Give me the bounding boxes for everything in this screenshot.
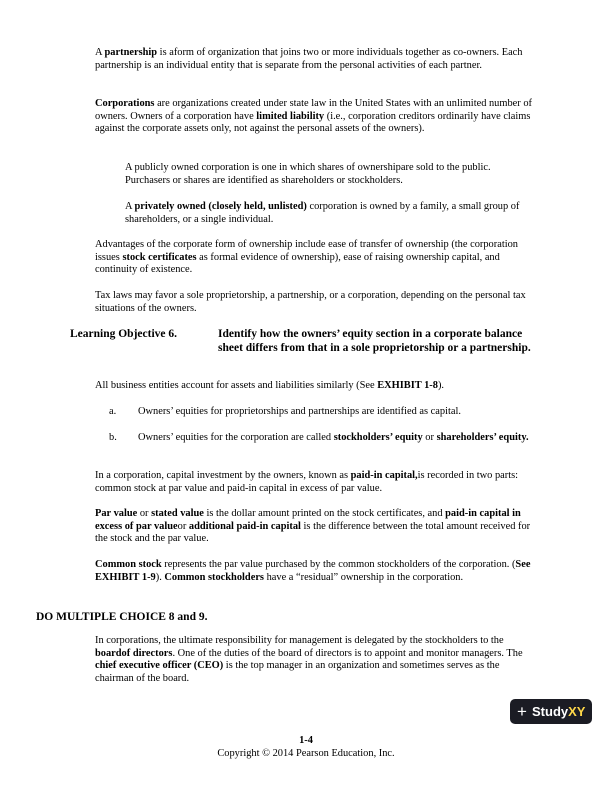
learning-objective-text: Identify how the owners’ equity section in a corporate balance sheet differs from that in a sole proprietorship or a partnership. [218,328,531,354]
paid-in-capital-paragraph: In a corporation, capital investment by the owners, known as paid-in capital,is recorded in two parts: common stock at par value and paid-in capital in excess of par value. [95,470,519,494]
copyright-notice: Copyright © 2014 Pearson Education, Inc. [217,748,395,759]
brand-xy-text: XY [568,704,586,719]
list-item-marker: b. [109,432,117,443]
par-value-paragraph: Par value or stated value is the dollar amount printed on the stock certificates, and paid-in capital in excess of par valueor additional paid-in capital is the difference between the total amount received for the stock and the par value. [95,508,531,545]
do-multiple-choice-heading: DO MULTIPLE CHOICE 8 and 9. [36,611,208,623]
learning-objective-label: Learning Objective 6. [70,328,177,340]
advantages-paragraph: Advantages of the corporate form of ownership include ease of transfer of ownership (the corporation issues stock certificates as formal evidence of ownership), ease of raising ownership capital, and continuity of existence. [95,239,518,276]
list-item-marker: a. [109,406,117,417]
tax-laws-paragraph: Tax laws may favor a sole proprietorship, a partnership, or a corporation, depending on the personal tax situations of the owners. [95,290,526,314]
page-number: 1-4 [299,735,313,746]
brand-study-text: Study [532,704,569,719]
studyxy-logo[interactable] [510,699,592,724]
privately-owned-paragraph: A privately owned (closely held, unlisted) corporation is owned by a family, a small group of shareholders, or a single individual. [125,201,520,225]
common-stock-paragraph: Common stock represents the par value purchased by the common stockholders of the corporation. (See EXHIBIT 1-9). Common stockholders have a “residual” ownership in the corporation. [95,559,531,583]
list-item: Owners’ equities for the corporation are called stockholders’ equity or shareholders’ equity. [138,432,529,443]
board-of-directors-paragraph: In corporations, the ultimate responsibility for management is delegated by the stockholders to the boardof directors. One of the duties of the board of directors is to appoint and monitor managers. The chief executive officer (CEO) is the top manager in an organization and sometimes serves as the chairman of the board. [95,635,523,684]
all-entities-paragraph: All business entities account for assets and liabilities similarly (See EXHIBIT 1-8). [95,380,445,391]
list-item: Owners’ equities for proprietorships and partnerships are identified as capital. [138,406,461,417]
corporations-paragraph: Corporations are organizations created under state law in the United States with an unlimited number of owners. Owners of a corporation have limited liability (i.e., corporation creditors ordinarily have claims against the corporate assets only, not against the personal assets of the owners). [95,98,532,135]
partnership-paragraph: A partnership is aform of organization that joins two or more individuals together as co-owners. Each partnership is an individual entity that is separate from the personal activities of each partner. [95,47,523,71]
plus-icon: + [517,702,527,721]
publicly-owned-paragraph: A publicly owned corporation is one in which shares of ownershipare sold to the public. Purchasers or shares are identified as shareholders or stockholders. [125,162,491,186]
